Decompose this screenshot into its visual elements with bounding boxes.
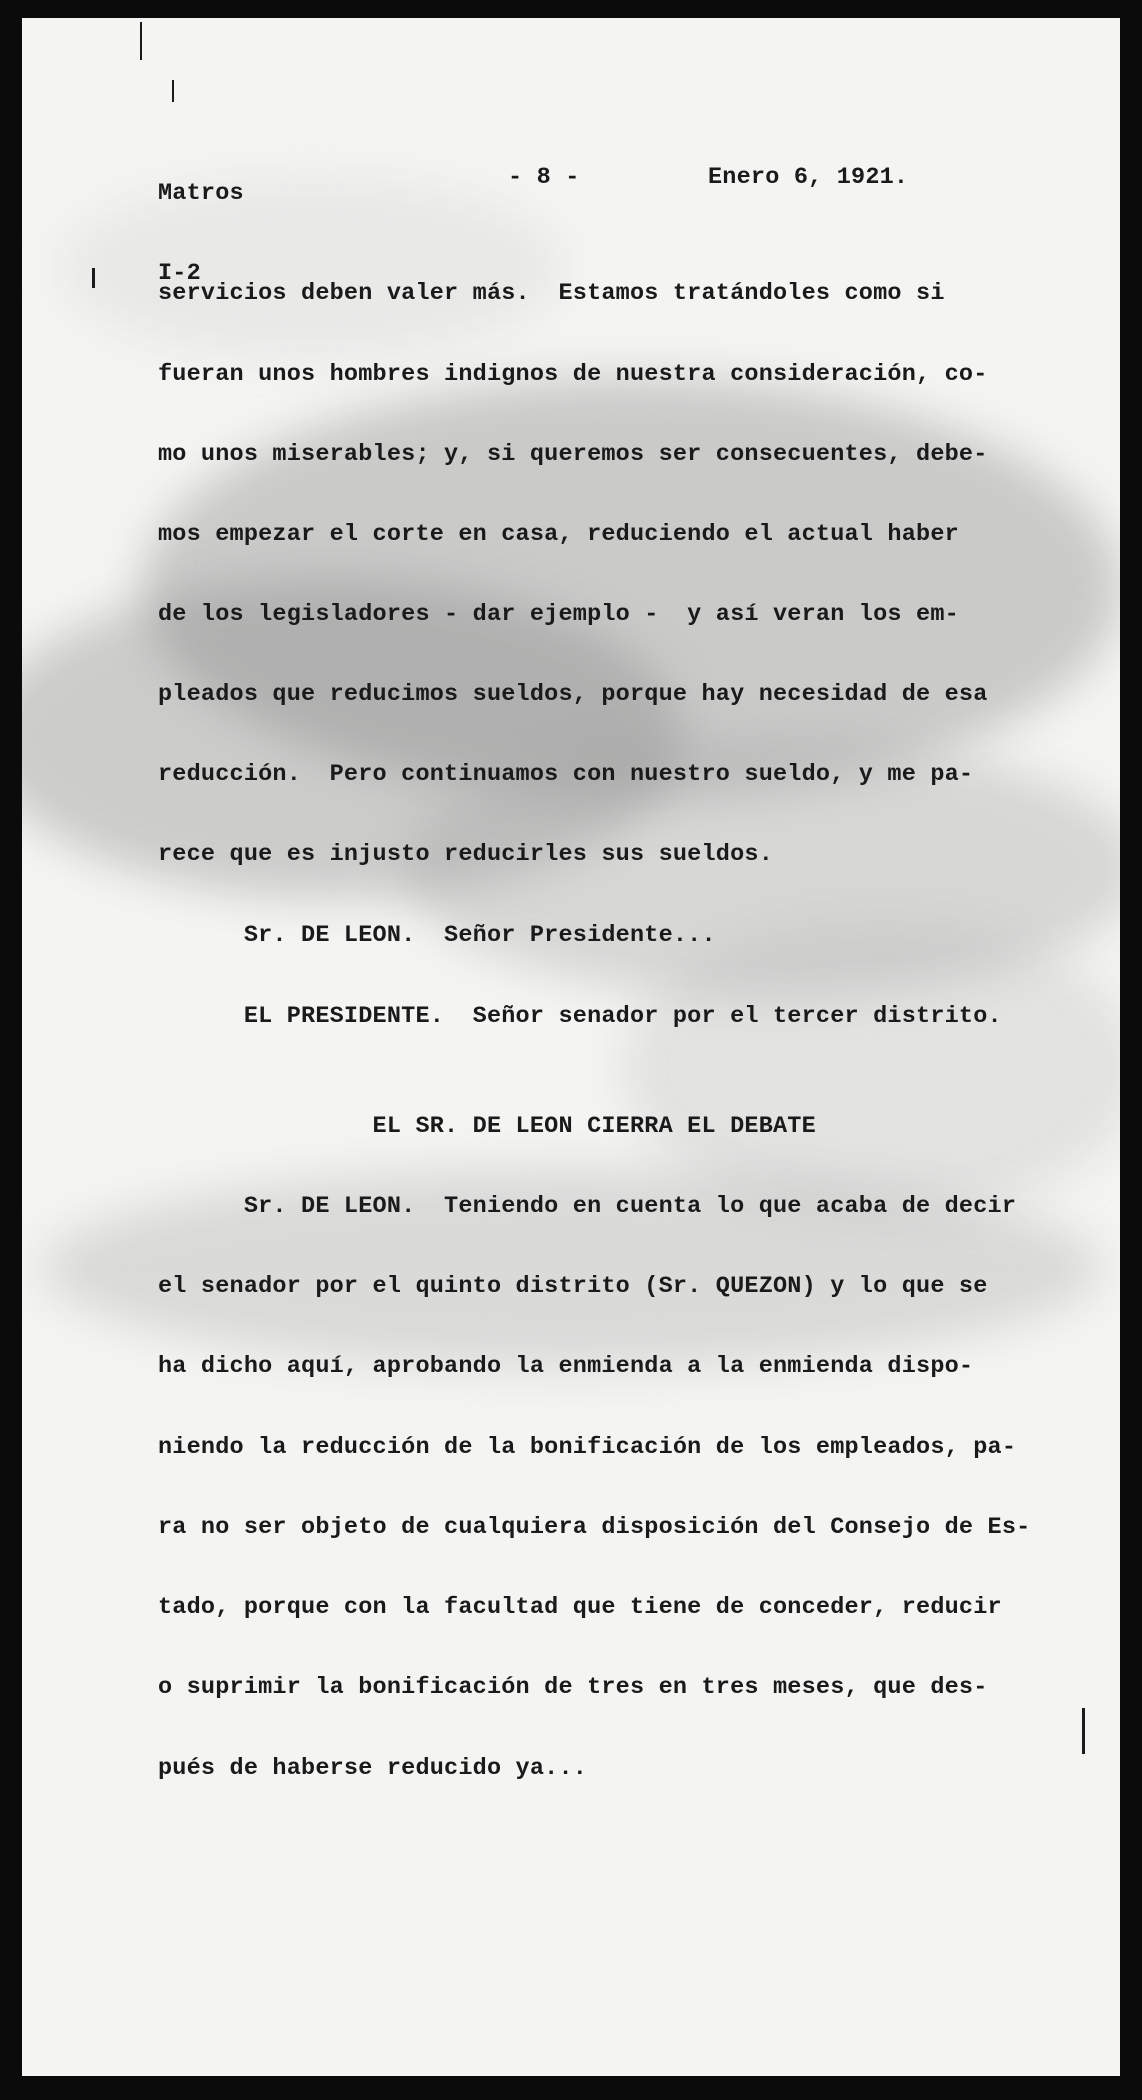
text-line: reducción. Pero continuamos con nuestro sueldo, y me pa- bbox=[158, 761, 974, 788]
text-line: de los legisladores - dar ejemplo - y así veran los em- bbox=[158, 601, 959, 628]
scan-mark bbox=[1082, 1708, 1085, 1754]
scan-mark bbox=[172, 80, 174, 102]
text-line: fueran unos hombres indignos de nuestra consideración, co- bbox=[158, 361, 988, 388]
scan-smudge bbox=[62, 178, 562, 358]
text-line: pleados que reducimos sueldos, porque hay necesidad de esa bbox=[158, 681, 988, 708]
section-heading: EL SR. DE LEON CIERRA EL DEBATE bbox=[158, 1113, 816, 1140]
speaker-line: EL PRESIDENTE. Señor senador por el tercer distrito. bbox=[158, 1003, 1002, 1030]
text-line: ra no ser objeto de cualquiera disposición del Consejo de Es- bbox=[158, 1514, 1031, 1541]
text-line: rece que es injusto reducirles sus sueldos. bbox=[158, 841, 773, 868]
document-date: Enero 6, 1921. bbox=[708, 164, 909, 191]
page-number: - 8 - bbox=[508, 164, 580, 191]
text-line: o suprimir la bonificación de tres en tres meses, que des- bbox=[158, 1674, 988, 1701]
scan-smudge bbox=[622, 918, 1120, 1218]
text-line: mo unos miserables; y, si queremos ser consecuentes, debe- bbox=[158, 441, 988, 468]
text-line: tado, porque con la facultad que tiene de conceder, reducir bbox=[158, 1594, 1002, 1621]
text-line: el senador por el quinto distrito (Sr. QUEZON) y lo que se bbox=[158, 1273, 988, 1300]
scan-mark bbox=[140, 22, 142, 60]
text-line: ha dicho aquí, aprobando la enmienda a la enmienda dispo- bbox=[158, 1353, 974, 1380]
text-line: niendo la reducción de la bonificación de los empleados, pa- bbox=[158, 1434, 1017, 1461]
scan-mark bbox=[92, 268, 95, 288]
header-code: I-2 bbox=[158, 260, 201, 287]
text-line: pués de haberse reducido ya... bbox=[158, 1755, 588, 1782]
speaker-line: Sr. DE LEON. Señor Presidente... bbox=[158, 922, 716, 949]
text-line: servicios deben valer más. Estamos tratándoles como si bbox=[158, 280, 945, 307]
speaker-line: Sr. DE LEON. Teniendo en cuenta lo que acaba de decir bbox=[158, 1193, 1017, 1220]
header-left bbox=[158, 126, 244, 342]
header-name: Matros bbox=[158, 180, 244, 207]
text-line: mos empezar el corte en casa, reduciendo el actual haber bbox=[158, 521, 959, 548]
